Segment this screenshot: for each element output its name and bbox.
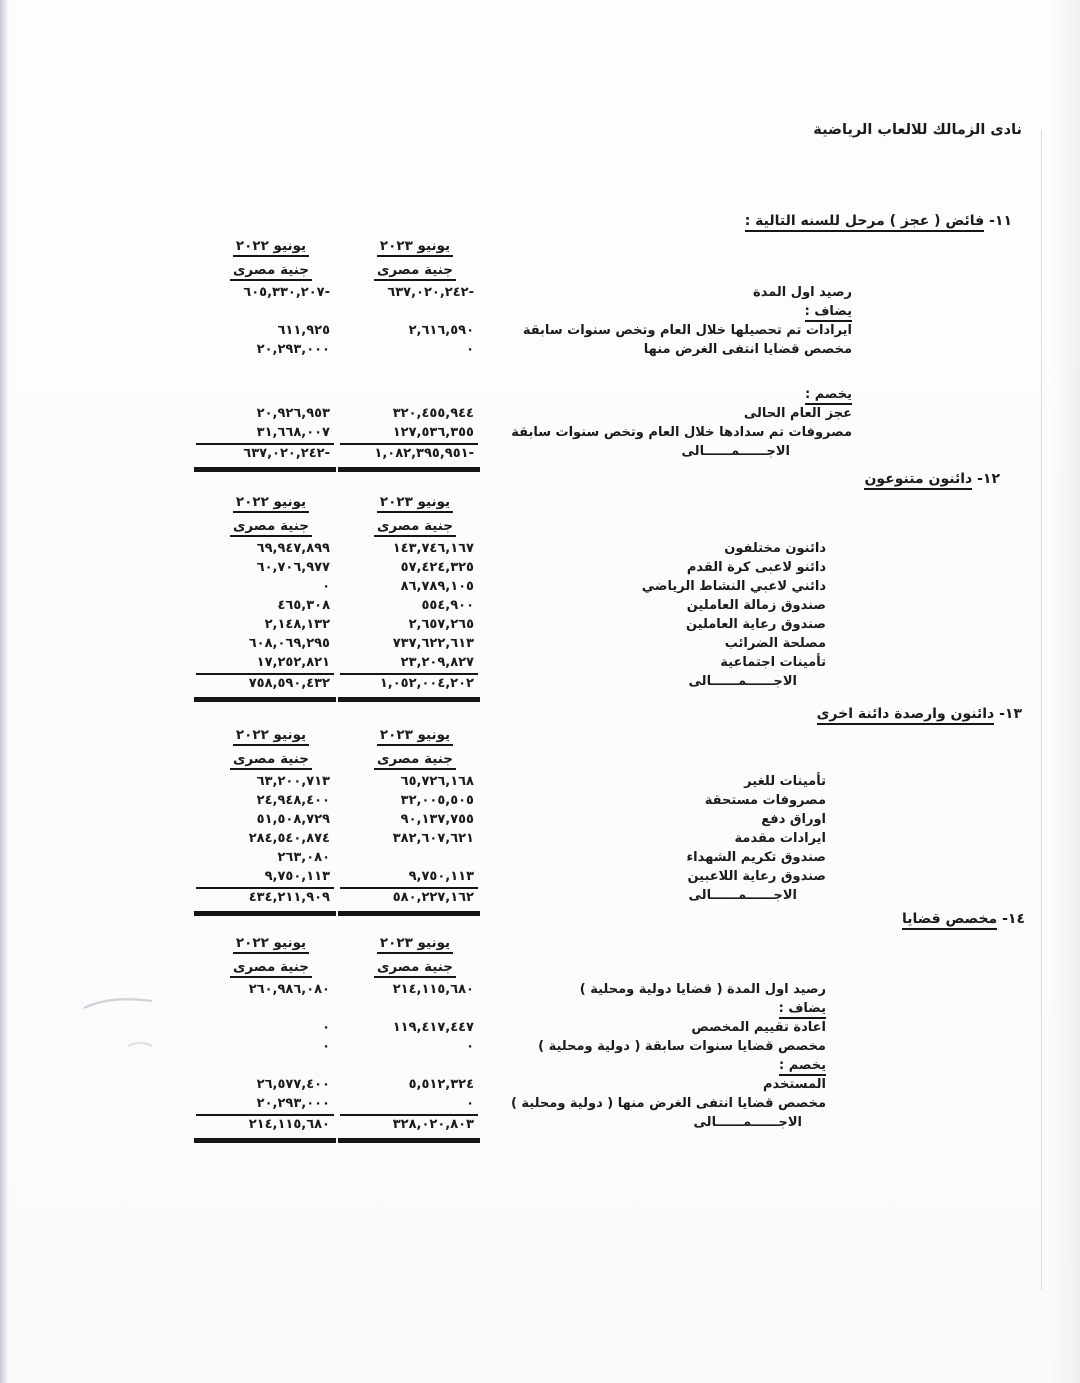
- value-june-2022: ٧٥٨,٥٩٠,٤٣٢: [196, 673, 334, 692]
- table-row-value: [0, 849, 1080, 868]
- value-june-2022: ٦٩,٩٤٧,٨٩٩: [256, 541, 330, 556]
- table-header-currency: [0, 262, 1080, 284]
- row-label: تأمينات اجتماعية: [720, 655, 826, 670]
- row-label: يخصم :: [500, 1057, 826, 1075]
- row-label: صندوق رعاية اللاعبين: [687, 869, 826, 884]
- table-row-value: [0, 981, 1080, 1000]
- row-label: يضاف :: [500, 1000, 826, 1018]
- table-header-currency: [0, 751, 1080, 773]
- table-row-add: [0, 1000, 1080, 1019]
- table-row-value: [0, 811, 1080, 830]
- table-header-months: [0, 238, 1080, 262]
- table-row-value: [0, 597, 1080, 616]
- row-label: صندوق رعاية العاملين: [685, 617, 826, 632]
- value-june-2022: ٢٤,٩٤٨,٤٠٠: [256, 793, 330, 808]
- section-title-text: دائنون متنوعون: [864, 471, 972, 490]
- section-table: [0, 494, 1080, 705]
- table-rows: [0, 773, 1080, 919]
- row-label: يضاف :: [500, 303, 852, 321]
- table-header-currency: [0, 518, 1080, 540]
- value-june-2023: ٩٠,١٣٧,٧٥٥: [400, 812, 474, 827]
- table-header-currency: [0, 959, 1080, 981]
- row-label: رصيد اول المدة ( قضايا دولية ومحلية ): [579, 982, 826, 997]
- section-table: [0, 238, 1080, 475]
- column-header-june-2023: يونيو ٢٠٢٣: [352, 935, 478, 954]
- value-june-2022: ٦٠٥,٣٣٠,٢٠٧-: [243, 285, 330, 300]
- currency-header-2023: جنية مصرى: [352, 959, 478, 978]
- table-row-total: [0, 1114, 1080, 1146]
- table-row-value: [0, 616, 1080, 635]
- value-june-2022: ١٧,٢٥٢,٨٢١: [256, 655, 330, 670]
- row-label: اعادة تقييم المخصص: [691, 1020, 826, 1035]
- value-june-2023: ١٢٧,٥٣٦,٣٥٥: [392, 425, 474, 440]
- table-header-months: [0, 935, 1080, 959]
- column-header-june-2022: يونيو ٢٠٢٢: [208, 727, 334, 746]
- row-label: الاجــــــمــــــالى: [688, 674, 797, 689]
- currency-header-2023: جنية مصرى: [352, 518, 478, 537]
- row-label: الاجــــــمــــــالى: [688, 888, 797, 903]
- value-june-2023: ٧٣٧,٦٢٢,٦١٣: [392, 636, 474, 651]
- value-june-2023: ٢,٦١٦,٥٩٠: [408, 323, 474, 338]
- value-june-2022: ٤٣٤,٢١١,٩٠٩: [196, 887, 334, 906]
- table-rows: [0, 540, 1080, 705]
- section-table: [0, 727, 1080, 919]
- currency-header-2022: جنية مصرى: [208, 262, 334, 281]
- table-row-value: [0, 1076, 1080, 1095]
- row-label: صندوق تكريم الشهداء: [686, 850, 826, 865]
- value-june-2022: ٦٣٧,٠٢٠,٢٤٢-: [196, 443, 334, 462]
- table-row-value: [0, 540, 1080, 559]
- value-june-2023: ٠: [466, 342, 474, 357]
- row-label: مصروفات مستحقة: [704, 793, 826, 808]
- table-row-value: [0, 284, 1080, 303]
- row-label: صندوق زمالة العاملين: [686, 598, 826, 613]
- table-row-add: [0, 303, 1080, 322]
- table-row-total: [0, 673, 1080, 705]
- value-june-2022: ٦١١,٩٢٥: [277, 323, 330, 338]
- value-june-2023: ٩,٧٥٠,١١٣: [408, 869, 474, 884]
- value-june-2022: ٢٨٤,٥٤٠,٨٧٤: [248, 831, 330, 846]
- value-june-2022: ٢٦٠,٩٨٦,٠٨٠: [248, 982, 330, 997]
- value-june-2023: ٥٧,٤٢٤,٣٢٥: [400, 560, 474, 575]
- value-june-2023: ١,٠٥٢,٠٠٤,٢٠٢: [340, 673, 478, 692]
- table-row-value: [0, 654, 1080, 673]
- value-june-2023: ١١٩,٤١٧,٤٤٧: [392, 1020, 474, 1035]
- row-label: مصلحة الضرائب: [724, 636, 826, 651]
- row-label: عجز العام الحالى: [743, 406, 852, 421]
- column-header-june-2023: يونيو ٢٠٢٣: [352, 727, 478, 746]
- row-label: دائنون مختلفون: [724, 541, 826, 556]
- table-row-value: [0, 322, 1080, 341]
- section-table: [0, 935, 1080, 1146]
- value-june-2023: ١,٠٨٢,٣٩٥,٩٥١-: [340, 443, 478, 462]
- value-june-2023: ٢١٤,١١٥,٦٨٠: [392, 982, 474, 997]
- table-row-value: [0, 868, 1080, 887]
- table-rows: [0, 981, 1080, 1146]
- row-label: يخصم :: [500, 386, 852, 404]
- value-june-2022: ٦٠٨,٠٦٩,٢٩٥: [248, 636, 330, 651]
- value-june-2023: ٥٥٤,٩٠٠: [421, 598, 474, 613]
- value-june-2023: ٢٣,٢٠٩,٨٢٧: [400, 655, 474, 670]
- value-june-2022: ٢٠,٢٩٣,٠٠٠: [256, 342, 330, 357]
- value-june-2022: ٠: [322, 1020, 330, 1035]
- column-header-june-2022: يونيو ٢٠٢٢: [208, 494, 334, 513]
- section-title: [817, 706, 1022, 722]
- table-row-value: [0, 559, 1080, 578]
- value-june-2022: ٢١٤,١١٥,٦٨٠: [196, 1114, 334, 1133]
- value-june-2023: ٣٢٨,٠٢٠,٨٠٣: [340, 1114, 478, 1133]
- row-label: ايرادات مقدمة: [734, 831, 826, 846]
- value-june-2023: ٦٣٧,٠٢٠,٢٤٢-: [387, 285, 474, 300]
- section-title: [864, 471, 1000, 487]
- currency-header-2022: جنية مصرى: [208, 959, 334, 978]
- row-label: مخصص قضايا انتفى الغرض منها ( دولية ومحلية ): [510, 1096, 826, 1111]
- section-title-text: مخصص قضايا: [902, 911, 997, 930]
- currency-header-2022: جنية مصرى: [208, 518, 334, 537]
- column-header-june-2022: يونيو ٢٠٢٢: [208, 238, 334, 257]
- row-label: الاجــــــمــــــالى: [681, 444, 790, 459]
- value-june-2022: ٠: [322, 1039, 330, 1054]
- section-number: ١٢-: [977, 471, 1000, 487]
- value-june-2023: ٠: [466, 1039, 474, 1054]
- column-header-june-2023: يونيو ٢٠٢٣: [352, 494, 478, 513]
- table-row-value: [0, 405, 1080, 424]
- table-row-deduct: [0, 1057, 1080, 1076]
- currency-header-2023: جنية مصرى: [352, 751, 478, 770]
- value-june-2023: ٥,٥١٢,٣٢٤: [408, 1077, 474, 1092]
- value-june-2023: ٦٥,٧٢٦,١٦٨: [400, 774, 474, 789]
- table-rows: [0, 284, 1080, 475]
- value-june-2022: ٢٦,٥٧٧,٤٠٠: [256, 1077, 330, 1092]
- row-label: مصروفات تم سدادها خلال العام وتخص سنوات سابقة: [511, 425, 852, 440]
- value-june-2023: ٣٢٠,٤٥٥,٩٤٤: [392, 406, 474, 421]
- value-june-2022: ٤٦٥,٣٠٨: [277, 598, 330, 613]
- value-june-2022: ٢,١٤٨,١٣٢: [264, 617, 330, 632]
- row-label: مخصص قضايا انتفى الغرض منها: [643, 342, 852, 357]
- section-title-text: فائض ( عجز ) مرحل للسنه التالية :: [745, 213, 985, 232]
- value-june-2022: ٩,٧٥٠,١١٣: [264, 869, 330, 884]
- table-row-value: [0, 773, 1080, 792]
- value-june-2022: ٠: [322, 579, 330, 594]
- row-label: رصيد اول المدة: [753, 285, 852, 300]
- value-june-2023: ٨٦,٧٨٩,١٠٥: [400, 579, 474, 594]
- section-number: ١٤-: [1002, 911, 1025, 927]
- section-number: ١١-: [989, 213, 1012, 229]
- value-june-2022: ٣١,٦٦٨,٠٠٧: [256, 425, 330, 440]
- value-june-2022: ٢٦٣,٠٨٠: [277, 850, 330, 865]
- table-row-value: [0, 1019, 1080, 1038]
- table-row-value: [0, 341, 1080, 360]
- row-label: مخصص قضايا سنوات سابقة ( دولية ومحلية ): [538, 1039, 826, 1054]
- row-label: ايرادات تم تحصيلها خلال العام وتخص سنوات سابقة: [522, 323, 852, 338]
- table-row-value: [0, 578, 1080, 597]
- row-label: تأمينات للغير: [744, 774, 826, 789]
- table-row-deduct: [0, 386, 1080, 405]
- table-row-value: [0, 1095, 1080, 1114]
- value-june-2023: ٣٨٢,٦٠٧,٦٢١: [392, 831, 474, 846]
- table-header-months: [0, 727, 1080, 751]
- row-label: دائني لاعبي النشاط الرياضي: [641, 579, 826, 594]
- club-name-header: نادى الزمالك للالعاب الرياضية: [813, 122, 1022, 138]
- currency-header-2023: جنية مصرى: [352, 262, 478, 281]
- value-june-2022: ٦٠,٧٠٦,٩٧٧: [256, 560, 330, 575]
- value-june-2022: ٢٠,٢٩٣,٠٠٠: [256, 1096, 330, 1111]
- table-header-months: [0, 494, 1080, 518]
- value-june-2022: ٥١,٥٠٨,٧٢٩: [256, 812, 330, 827]
- table-row-value: [0, 1038, 1080, 1057]
- column-header-june-2023: يونيو ٢٠٢٣: [352, 238, 478, 257]
- section-title-text: دائنون وارصدة دائنة اخرى: [817, 706, 995, 725]
- value-june-2023: ٢,٦٥٧,٢٦٥: [408, 617, 474, 632]
- row-label: المستخدم: [763, 1077, 826, 1092]
- currency-header-2022: جنية مصرى: [208, 751, 334, 770]
- value-june-2023: ١٤٣,٧٤٦,١٦٧: [392, 541, 474, 556]
- value-june-2023: ٣٢,٠٠٥,٥٠٥: [400, 793, 474, 808]
- row-label: الاجــــــمــــــالى: [693, 1115, 802, 1130]
- column-header-june-2022: يونيو ٢٠٢٢: [208, 935, 334, 954]
- value-june-2023: ٥٨٠,٢٢٧,١٦٢: [340, 887, 478, 906]
- section-number: ١٣-: [999, 706, 1022, 722]
- value-june-2022: ٦٣,٢٠٠,٧١٣: [256, 774, 330, 789]
- table-row-value: [0, 792, 1080, 811]
- row-label: دائنو لاعبى كرة القدم: [686, 560, 826, 575]
- value-june-2023: ٠: [466, 1096, 474, 1111]
- table-row-value: [0, 635, 1080, 654]
- row-label: اوراق دفع: [761, 812, 826, 827]
- value-june-2022: ٢٠,٩٢٦,٩٥٣: [256, 406, 330, 421]
- table-row-value: [0, 830, 1080, 849]
- section-title: [902, 911, 1025, 927]
- section-title: [745, 213, 1012, 229]
- table-row-value: [0, 424, 1080, 443]
